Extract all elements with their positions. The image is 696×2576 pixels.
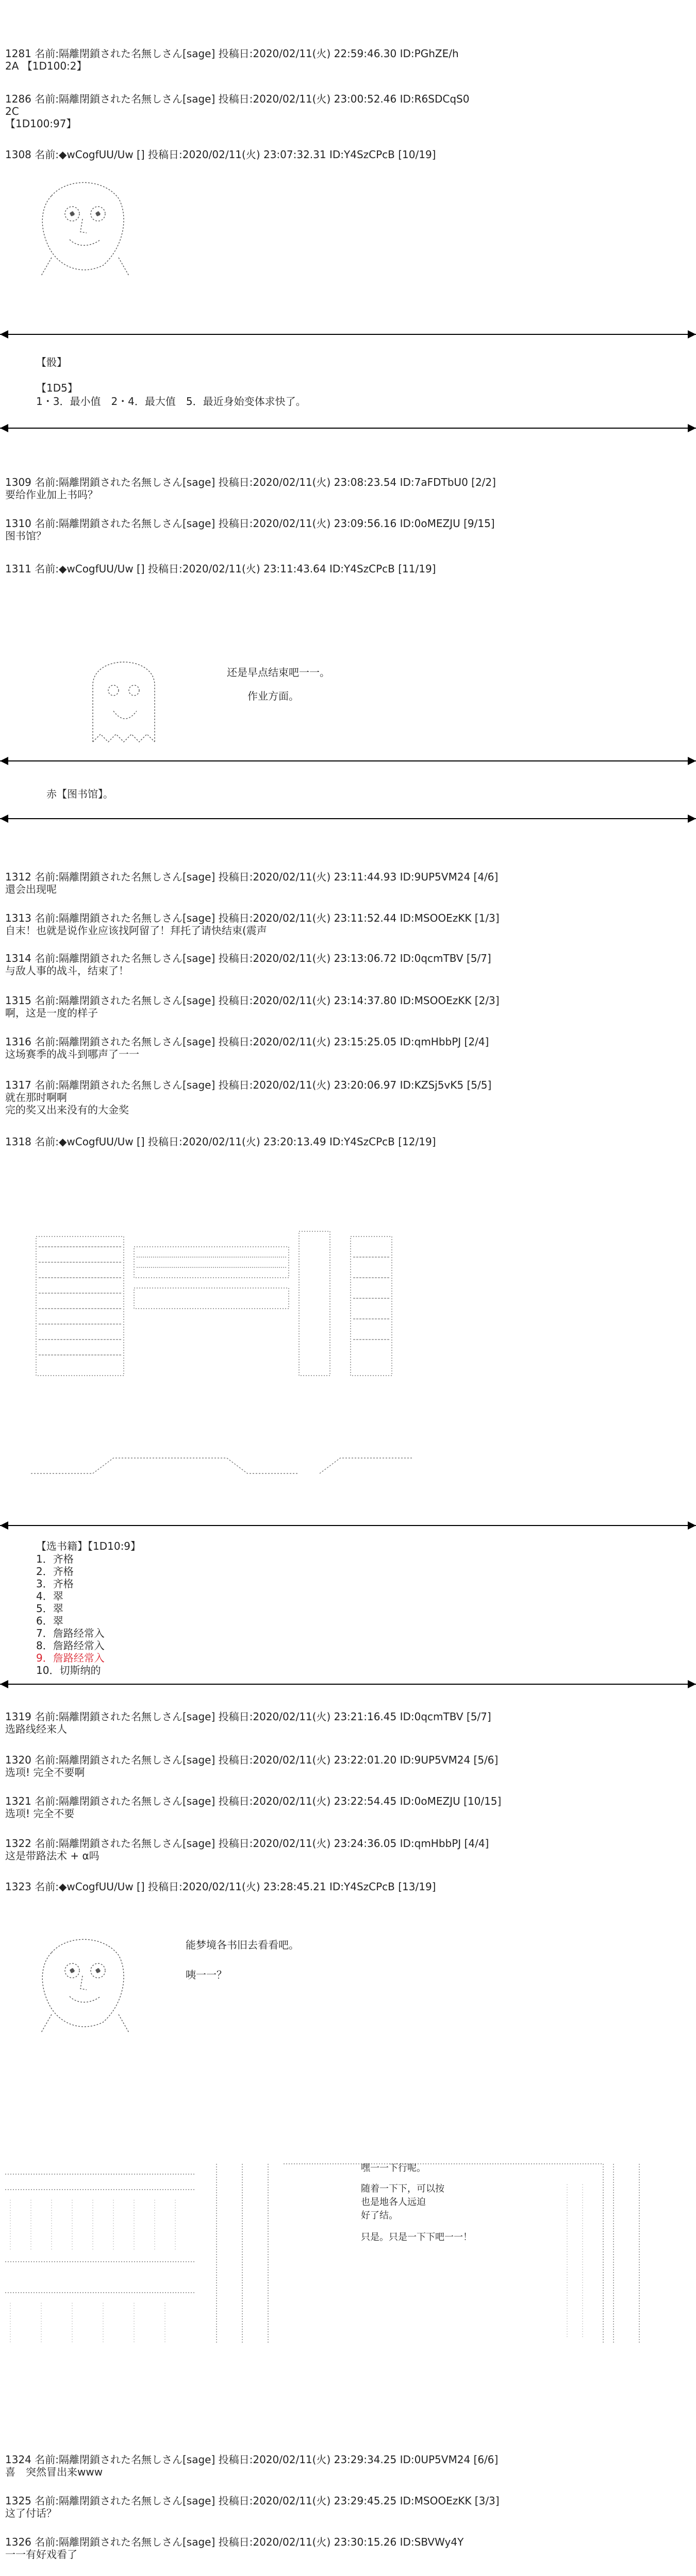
divider-rule xyxy=(0,818,696,819)
caption-huh: 咦一一？ xyxy=(186,1969,227,1981)
post-body-1319: 选路线经来人 xyxy=(5,1723,67,1735)
post-header-1318: 1318 名前:◆wCogfUU/Uw [] 投稿日:2020/02/11(火) 23:20:13.49 ID:Y4SzCPcB [12/19] xyxy=(5,1136,436,1148)
post-header-1281: 1281 名前:隔離閉鎖された名無しさん[sage] 投稿日:2020/02/11(火) 22:59:46.30 ID:PGhZE/h xyxy=(5,47,459,60)
post-body-1324: 喜 突然冒出来www xyxy=(5,2466,103,2478)
menu-item: 5．翠 xyxy=(36,1602,63,1615)
menu-item: 10．切斯纳的 xyxy=(36,1664,101,1676)
rule-left-arrow-icon xyxy=(0,1680,8,1688)
menu-item: 7．詹路经常入 xyxy=(36,1627,105,1639)
rule-right-arrow-icon xyxy=(688,330,696,338)
post-header-1324: 1324 名前:隔離閉鎖された名無しさん[sage] 投稿日:2020/02/11(火) 23:29:34.25 ID:0UP5VM24 [6/6] xyxy=(5,2453,499,2466)
rule-right-arrow-icon xyxy=(688,1680,696,1688)
post-body-1312: 還会出现呢 xyxy=(5,883,57,895)
face-ascii-art-1 xyxy=(31,175,134,278)
face-ascii-art-2 xyxy=(31,1932,134,2035)
caption-pop-1: 嘿一一下行呢。 xyxy=(361,2163,426,2174)
post-header-1323: 1323 名前:◆wCogfUU/Uw [] 投稿日:2020/02/11(火) 23:28:45.21 ID:Y4SzCPcB [13/19] xyxy=(5,1880,436,1893)
library-line: 赤【图书馆】。 xyxy=(46,788,113,800)
vote-line-2: 1・3．最小值 2・4．最大值 5．最近身始变体求快了。 xyxy=(36,395,306,408)
post-header-1308: 1308 名前:◆wCogfUU/Uw [] 投稿日:2020/02/11(火) 23:07:32.31 ID:Y4SzCPcB [10/19] xyxy=(5,148,436,161)
post-body-1315: 啊，这是一度的样子 xyxy=(5,1007,98,1019)
post-body-1281: 2A 【1D100:2】 xyxy=(5,60,87,72)
post-header-1311: 1311 名前:◆wCogfUU/Uw [] 投稿日:2020/02/11(火) 23:11:43.64 ID:Y4SzCPcB [11/19] xyxy=(5,563,436,575)
rule-left-arrow-icon xyxy=(0,1521,8,1530)
rule-left-arrow-icon xyxy=(0,330,8,338)
menu-item: 6．翠 xyxy=(36,1615,63,1627)
menu-title: 【选书籍】【1D10:9】 xyxy=(36,1540,141,1552)
divider-rule xyxy=(0,760,696,761)
ghost-ascii-art xyxy=(72,639,175,747)
post-header-1310: 1310 名前:隔離閉鎖された名無しさん[sage] 投稿日:2020/02/11(火) 23:09:56.16 ID:0oMEZJU [9/15] xyxy=(5,517,495,530)
post-body-1326: 一一有好戏看了 xyxy=(5,2548,77,2561)
menu-item-selected: 9．詹路经常入 xyxy=(36,1652,105,1664)
rule-left-arrow-icon xyxy=(0,757,8,765)
rule-right-arrow-icon xyxy=(688,1521,696,1530)
post-body-1325: 这了付话？ xyxy=(5,2507,57,2519)
caption-dream: 能梦境各书旧去看看吧。 xyxy=(186,1939,299,1951)
rule-right-arrow-icon xyxy=(688,757,696,765)
post-header-1325: 1325 名前:隔離閉鎖された名無しさん[sage] 投稿日:2020/02/11(火) 23:29:45.25 ID:MSOOEzKK [3/3] xyxy=(5,2495,500,2507)
post-body-1309: 要给作业加上书吗？ xyxy=(5,488,98,501)
vote-line-1: 【1D5】 xyxy=(36,382,78,394)
menu-item: 3．齐格 xyxy=(36,1578,74,1590)
post-header-1312: 1312 名前:隔離閉鎖された名無しさん[sage] 投稿日:2020/02/11(火) 23:11:44.93 ID:9UP5VM24 [4/6] xyxy=(5,871,499,883)
caption-hurry: 还是早点结束吧一一。 xyxy=(227,666,330,679)
menu-item: 4．翠 xyxy=(36,1590,63,1602)
post-header-1286: 1286 名前:隔離閉鎖された名無しさん[sage] 投稿日:2020/02/11(火) 23:00:52.46 ID:R6SDCqS0 xyxy=(5,93,470,105)
post-body-1320: 选项! 完全不要啊 xyxy=(5,1766,85,1778)
menu-item: 2．齐格 xyxy=(36,1565,74,1578)
divider-rule xyxy=(0,1525,696,1526)
post-header-1320: 1320 名前:隔離閉鎖された名無しさん[sage] 投稿日:2020/02/11(火) 23:22:01.20 ID:9UP5VM24 [5/6] xyxy=(5,1754,499,1766)
post-header-1315: 1315 名前:隔離閉鎖された名無しさん[sage] 投稿日:2020/02/11(火) 23:14:37.80 ID:MSOOEzKK [2/3] xyxy=(5,994,500,1007)
menu-item: 8．詹路经常入 xyxy=(36,1639,105,1652)
post-header-1322: 1322 名前:隔離閉鎖された名無しさん[sage] 投稿日:2020/02/11(火) 23:24:36.05 ID:qmHbbPJ [4/4] xyxy=(5,1837,489,1850)
book-menu-list xyxy=(36,1553,105,1676)
caption-homework: 作业方面。 xyxy=(247,690,299,702)
caption-pop-3: 只是。只是一下下吧一一！ xyxy=(361,2232,472,2243)
library-shelves-ascii-art xyxy=(31,1226,423,1381)
post-header-1309: 1309 名前:隔離閉鎖された名無しさん[sage] 投稿日:2020/02/11(火) 23:08:23.54 ID:7aFDTbU0 [2/2] xyxy=(5,476,496,488)
post-body-1317: 就在那时啊啊 完的奖又出来没有的大金奖 xyxy=(5,1091,129,1116)
rule-right-arrow-icon xyxy=(688,815,696,823)
post-body-1321: 选项! 完全不要 xyxy=(5,1807,75,1820)
rule-right-arrow-icon xyxy=(688,424,696,432)
library-floor-ascii-art xyxy=(31,1453,423,1484)
post-body-1316: 这场赛季的战斗到哪声了一一 xyxy=(5,1048,139,1060)
post-header-1313: 1313 名前:隔離閉鎖された名無しさん[sage] 投稿日:2020/02/11(火) 23:11:52.44 ID:MSOOEzKK [1/3] xyxy=(5,912,500,924)
post-header-1321: 1321 名前:隔離閉鎖された名無しさん[sage] 投稿日:2020/02/11(火) 23:22:54.45 ID:0oMEZJU [10/15] xyxy=(5,1795,502,1807)
post-body-1313: 自末！也就是说作业应该找阿留了！拜托了请快结束(震声 xyxy=(5,924,267,937)
divider-rule xyxy=(0,1684,696,1685)
rule-left-arrow-icon xyxy=(0,424,8,432)
rule-left-arrow-icon xyxy=(0,815,8,823)
corridor-ascii-art xyxy=(0,2159,696,2365)
post-body-1314: 与敌人事的战斗，结束了！ xyxy=(5,964,129,977)
post-header-1317: 1317 名前:隔離閉鎖された名無しさん[sage] 投稿日:2020/02/11(火) 23:20:06.97 ID:KZSj5vK5 [5/5] xyxy=(5,1079,492,1091)
post-header-1316: 1316 名前:隔離閉鎖された名無しさん[sage] 投稿日:2020/02/11(火) 23:15:25.05 ID:qmHbbPJ [2/4] xyxy=(5,1036,489,1048)
post-header-1314: 1314 名前:隔離閉鎖された名無しさん[sage] 投稿日:2020/02/11(火) 23:13:06.72 ID:0qcmTBV [5/7] xyxy=(5,952,491,964)
post-body-1322: 这是带路法术 + α吗 xyxy=(5,1850,100,1862)
caption-pop-2: 随着一下下，可以按 也是地各人远迫 好了结。 xyxy=(361,2183,444,2221)
divider-rule xyxy=(0,334,696,335)
post-body-1286: 2C 【1D100:97】 xyxy=(5,105,77,130)
divider-rule xyxy=(0,428,696,429)
post-header-1326: 1326 名前:隔離閉鎖された名無しさん[sage] 投稿日:2020/02/11(火) 23:30:15.26 ID:SBVWy4Y xyxy=(5,2536,464,2548)
post-body-1310: 图书馆？ xyxy=(5,530,46,542)
menu-item: 1．齐格 xyxy=(36,1553,74,1565)
post-header-1319: 1319 名前:隔離閉鎖された名無しさん[sage] 投稿日:2020/02/11(火) 23:21:16.45 ID:0qcmTBV [5/7] xyxy=(5,1710,491,1723)
vote-title: 【骰】 xyxy=(36,356,67,368)
